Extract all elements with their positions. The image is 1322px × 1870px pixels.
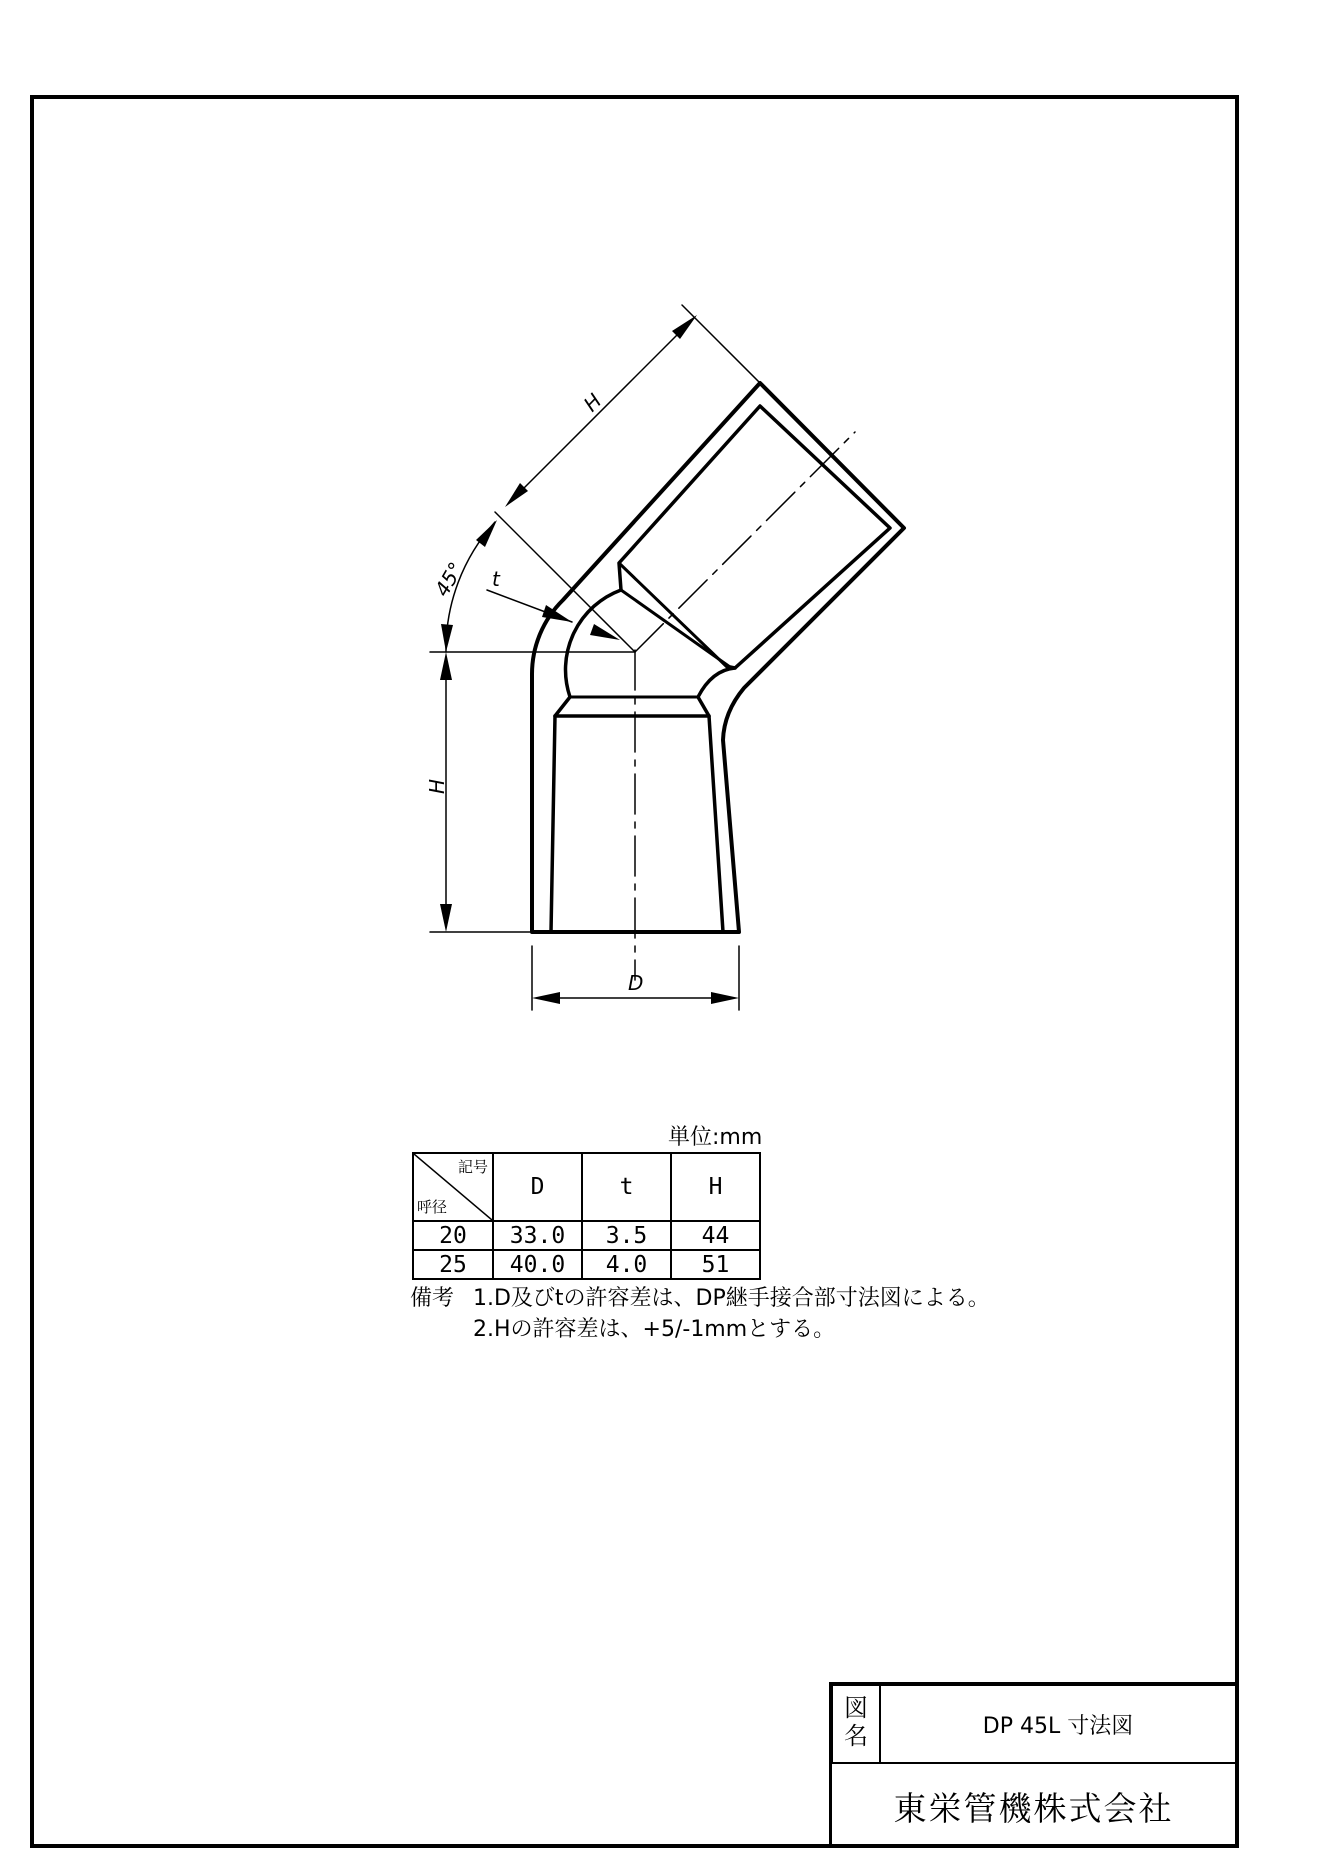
upper-inner-line — [621, 590, 730, 667]
drawing-name: DP 45L 寸法図 — [881, 1684, 1235, 1764]
dim-h-top-ext — [495, 512, 635, 652]
table-cell-d: 40.0 — [493, 1250, 582, 1279]
header-symbol: 記号 — [457, 1158, 488, 1176]
dim-label-d: D — [628, 971, 644, 995]
table-cell-h: 44 — [671, 1221, 760, 1250]
dim-arrow — [532, 992, 560, 1004]
inner-curve — [566, 590, 621, 697]
notes — [410, 1283, 990, 1345]
dim-label-h-left: H — [425, 778, 449, 794]
dim-arrow — [711, 992, 739, 1004]
table-row — [413, 1250, 760, 1279]
dim-h-top-line — [510, 320, 692, 502]
lower-socket-bore — [551, 716, 723, 932]
table-cell-size: 25 — [413, 1250, 493, 1279]
table-cell-d: 33.0 — [493, 1221, 582, 1250]
company-name: 東栄管機株式会社 — [893, 1788, 1174, 1828]
notes-label: 備考 — [410, 1286, 455, 1311]
dim-arrow — [440, 904, 452, 932]
center-line-diagonal — [635, 432, 855, 652]
dim-label-angle: 45° — [429, 557, 469, 601]
dimension-table — [412, 1152, 761, 1280]
elbow-notch — [698, 668, 735, 697]
dim-label-h-top: H — [578, 388, 607, 417]
note-item: 2.Hの許容差は、+5/-1mmとする。 — [473, 1317, 836, 1342]
table-header-d: D — [493, 1153, 582, 1221]
name-label-text: 図名 — [844, 1694, 868, 1750]
table-cell-t: 3.5 — [582, 1221, 671, 1250]
upper-socket-bore — [619, 406, 890, 668]
table-cell-size: 20 — [413, 1221, 493, 1250]
dim-arrow — [441, 624, 453, 652]
table-header-row — [413, 1153, 760, 1221]
table-header-h: H — [671, 1153, 760, 1221]
table-cell-h: 51 — [671, 1250, 760, 1279]
lower-socket-step — [555, 697, 570, 716]
unit-label: 単位:mm — [668, 1125, 763, 1150]
table-corner-header — [413, 1153, 493, 1221]
table-row — [413, 1221, 760, 1250]
title-block-name-label — [831, 1684, 881, 1764]
note-item: 1.D及びtの許容差は、DP継手接合部寸法図による。 — [473, 1286, 990, 1311]
dim-arrow — [440, 652, 452, 680]
dim-h-top-ext — [682, 305, 760, 383]
dim-label-t: t — [492, 567, 500, 591]
table-cell-t: 4.0 — [582, 1250, 671, 1279]
header-nominal: 呼径 — [417, 1198, 448, 1216]
lower-socket-step — [698, 697, 709, 716]
table-header-t: t — [582, 1153, 671, 1221]
